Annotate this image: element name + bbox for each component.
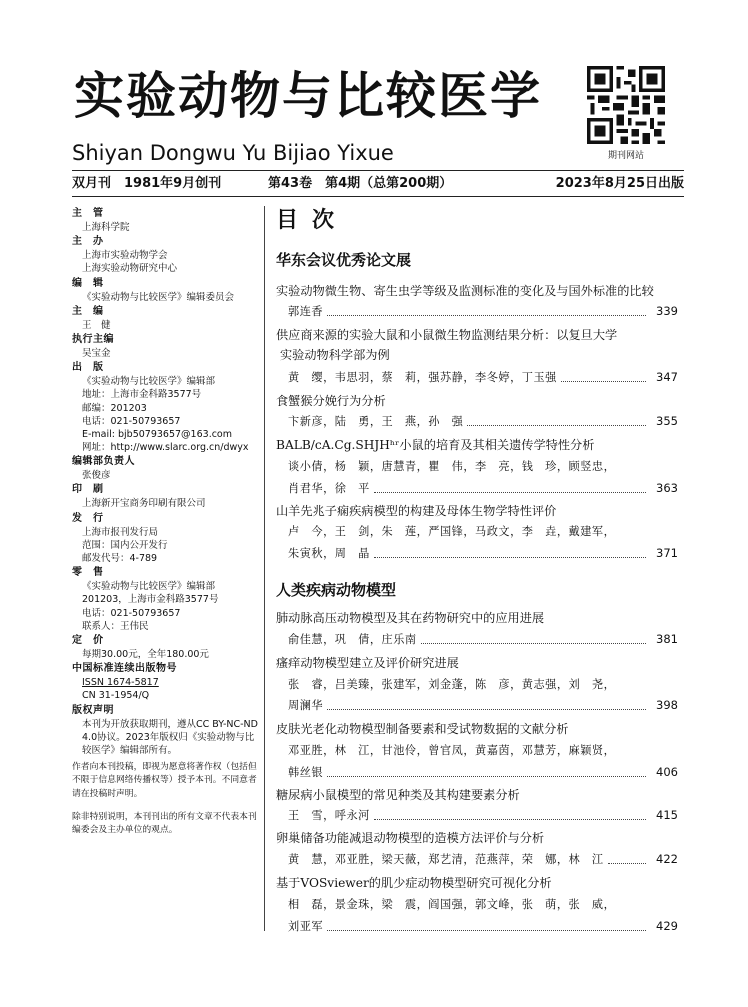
sidebar-value: 邮编：201203 [82,402,147,414]
article-page[interactable]: 371 [656,546,678,560]
article-title[interactable]: 供应商来源的实验大鼠和小鼠微生物监测结果分析：以复旦大学 [276,328,618,342]
article-title[interactable]: BALB/cA.Cg.SHJHʰʳ小鼠的培育及其相关遗传学特性分析 [276,438,595,452]
sidebar-value: 《实验动物与比较医学》编辑部 [82,376,216,388]
issue-info-bar [72,170,684,197]
qr-caption: 期刊网站 [607,151,644,161]
website-link[interactable]: 网址：http://www.slarc.org.cn/dwyx [82,442,249,454]
article-authors: 王 雪，呼永河 [288,809,370,822]
article-page[interactable]: 381 [656,632,678,646]
submission-note: 作者向本刊投稿，即视为愿意将著作权（包括但不限于信息网络传播权等）授予本刊。不同意者请在投稿时声明。 [72,762,257,799]
column-divider [264,206,265,931]
article-page[interactable]: 339 [656,304,678,318]
article-title[interactable]: 糖尿病小鼠模型的常见种类及其构建要素分析 [276,788,520,802]
article-page[interactable]: 406 [656,765,678,779]
sidebar-value: 电话：021-50793657 [82,415,181,427]
article-authors: 肖君华，徐 平 [288,482,370,495]
article-page[interactable]: 429 [656,919,678,933]
article-page[interactable]: 422 [656,852,678,866]
article-authors: 黄 慧，邓亚胜，梁天薇，郑艺清，范燕萍，荣 娜，林 江 [288,853,604,866]
article-entry [288,414,678,429]
article-authors: 相 磊，景金珠，梁 震，阎国强，郭文峰，张 萌，张 威， [288,898,616,911]
journal-pinyin-title: Shiyan Dongwu Yu Bijiao Yixue [72,141,394,165]
article-title[interactable]: 实验动物微生物、寄生虫学等级及监测标准的变化及与国外标准的比较 [276,284,654,298]
article-authors: 邓亚胜，林 江，甘池伶，曾官凤，黄嘉茵，邓慧芳，麻颖贤， [288,744,616,757]
article-title[interactable]: 山羊先兆子痫疾病模型的构建及母体生物学特性评价 [276,504,557,518]
article-title[interactable]: 皮肤光老化动物模型制备要素和受试物数据的文献分析 [276,722,569,736]
leader-dots [327,921,646,931]
sidebar-value: 每期30.00元，全年180.00元 [82,648,209,660]
article-page[interactable]: 347 [656,370,678,384]
leader-dots [421,634,646,644]
section-heading: 华东会议优秀论文展 [276,251,412,269]
toc-heading: 目次 [276,208,349,233]
qr-code-icon[interactable] [587,66,665,144]
article-authors: 韩丝银 [288,766,324,779]
sidebar-value: 范围：国内公开发行 [82,539,168,551]
article-authors: 谈小倩，杨 颖，唐慧青，瞿 伟，李 亮，钱 珍，顾竖忠， [288,460,616,473]
leader-dots [374,483,646,493]
sidebar-value: 上海新开宝商务印刷有限公司 [82,498,206,510]
article-page[interactable]: 355 [656,414,678,428]
article-title-cont[interactable]: 实验动物科学部为例 [280,348,390,362]
sidebar-heading: 主 管 [72,208,104,219]
article-title[interactable]: 食蟹猴分娩行为分析 [276,394,386,408]
sidebar-heading: 编辑部负责人 [72,456,135,468]
sidebar-heading: 中国标准连续出版物号 [72,663,177,675]
masthead-sidebar [72,206,262,837]
article-page[interactable]: 398 [656,698,678,712]
article-authors: 周澜华 [288,699,324,712]
sidebar-value: 上海实验动物研究中心 [82,263,178,275]
disclaimer-note: 除非特别说明，本刊刊出的所有文章不代表本刊编委会及主办单位的观点。 [72,811,257,835]
sidebar-value: 上海市报刊发行局 [82,526,159,538]
article-entry [288,919,678,934]
sidebar-value: 张俊彦 [82,470,111,482]
article-authors: 朱寅秋，周 晶 [288,547,370,560]
sidebar-value: 王 健 [82,319,111,331]
article-page[interactable]: 363 [656,481,678,495]
leader-dots [608,854,646,864]
article-entry [288,304,678,319]
sidebar-heading: 发 行 [72,512,104,524]
sidebar-value: 上海市实验动物学会 [82,250,168,262]
article-entry [288,698,678,713]
leader-dots [327,767,646,777]
article-authors: 张 睿，吕美臻，张建军，刘金蓬，陈 彦，黄志强，刘 尧， [288,678,616,691]
article-title[interactable]: 基于VOSviewer的肌少症动物模型研究可视化分析 [276,876,552,890]
journal-title: 实验动物与比较医学 [74,67,542,125]
sidebar-heading: 执行主编 [72,333,114,345]
article-title[interactable]: 瘙痒动物模型建立及评价研究进展 [276,656,459,670]
article-entry [288,852,678,867]
sidebar-heading: 主 编 [72,305,104,317]
article-entry [288,765,678,780]
article-title[interactable]: 肺动脉高压动物模型及其在药物研究中的应用进展 [276,611,545,625]
article-authors: 黄 缨，韦思羽，蔡 莉，强苏静，李冬婷，丁玉强 [288,371,557,384]
sidebar-heading: 出 版 [72,362,104,374]
issn-number: ISSN 1674-5817 [82,677,159,689]
sidebar-heading: 编 辑 [72,277,104,289]
article-authors: 卞新彦，陆 勇，王 燕，孙 强 [288,415,464,428]
article-entry [288,481,678,496]
article-authors: 郭连香 [288,305,324,318]
leader-dots [467,416,646,426]
sidebar-value: 地址：上海市金科路3577号 [82,389,202,401]
sidebar-heading: 印 刷 [72,484,104,496]
sidebar-heading: 主 办 [72,236,104,248]
sidebar-value: 联系人：王伟民 [82,620,149,632]
article-entry [288,632,678,647]
frequency-founded: 双月刊 1981年9月创刊 [72,176,222,191]
article-entry [288,546,678,561]
sidebar-value: 吴宝金 [82,347,111,359]
article-authors: 刘亚军 [288,920,324,933]
email-link[interactable]: E-mail: bjb50793657@163.com [82,428,233,440]
sidebar-heading: 零 售 [72,567,104,579]
article-entry [288,370,678,385]
copyright-statement: 本刊为开放获取期刊，遵从CC BY-NC-ND 4.0协议。2023年版权归《实验动物与比较医学》编辑部所有。 [82,718,258,756]
sidebar-value: 邮发代号：4-789 [82,553,158,564]
publication-date: 2023年8月25日出版 [555,176,684,191]
sidebar-value: 201203，上海市金科路3577号 [82,594,219,606]
sidebar-value: 上海科学院 [82,222,130,233]
sidebar-value: 电话：021-50793657 [82,607,181,619]
article-authors: 俞佳慧，巩 倩，庄乐南 [288,633,417,646]
leader-dots [327,306,646,316]
article-title[interactable]: 卵巢储备功能减退动物模型的造模方法评价与分析 [276,831,545,845]
sidebar-value: 《实验动物与比较医学》编辑委员会 [82,291,235,303]
leader-dots [374,810,646,820]
leader-dots [327,700,646,710]
article-page[interactable]: 415 [656,808,678,822]
section-heading: 人类疾病动物模型 [276,581,397,599]
article-entry [288,808,678,823]
sidebar-heading: 定 价 [72,634,104,646]
article-authors: 卢 今，王 剑，朱 莲，严国锋，马政文，李 垚，戴建军， [288,525,616,538]
leader-dots [374,548,646,558]
leader-dots [561,372,646,382]
sidebar-heading: 版权声明 [72,704,114,716]
cn-number: CN 31-1954/Q [82,690,150,702]
sidebar-value: 《实验动物与比较医学》编辑部 [82,581,216,593]
volume-issue: 第43卷 第4期（总第200期） [268,176,453,191]
